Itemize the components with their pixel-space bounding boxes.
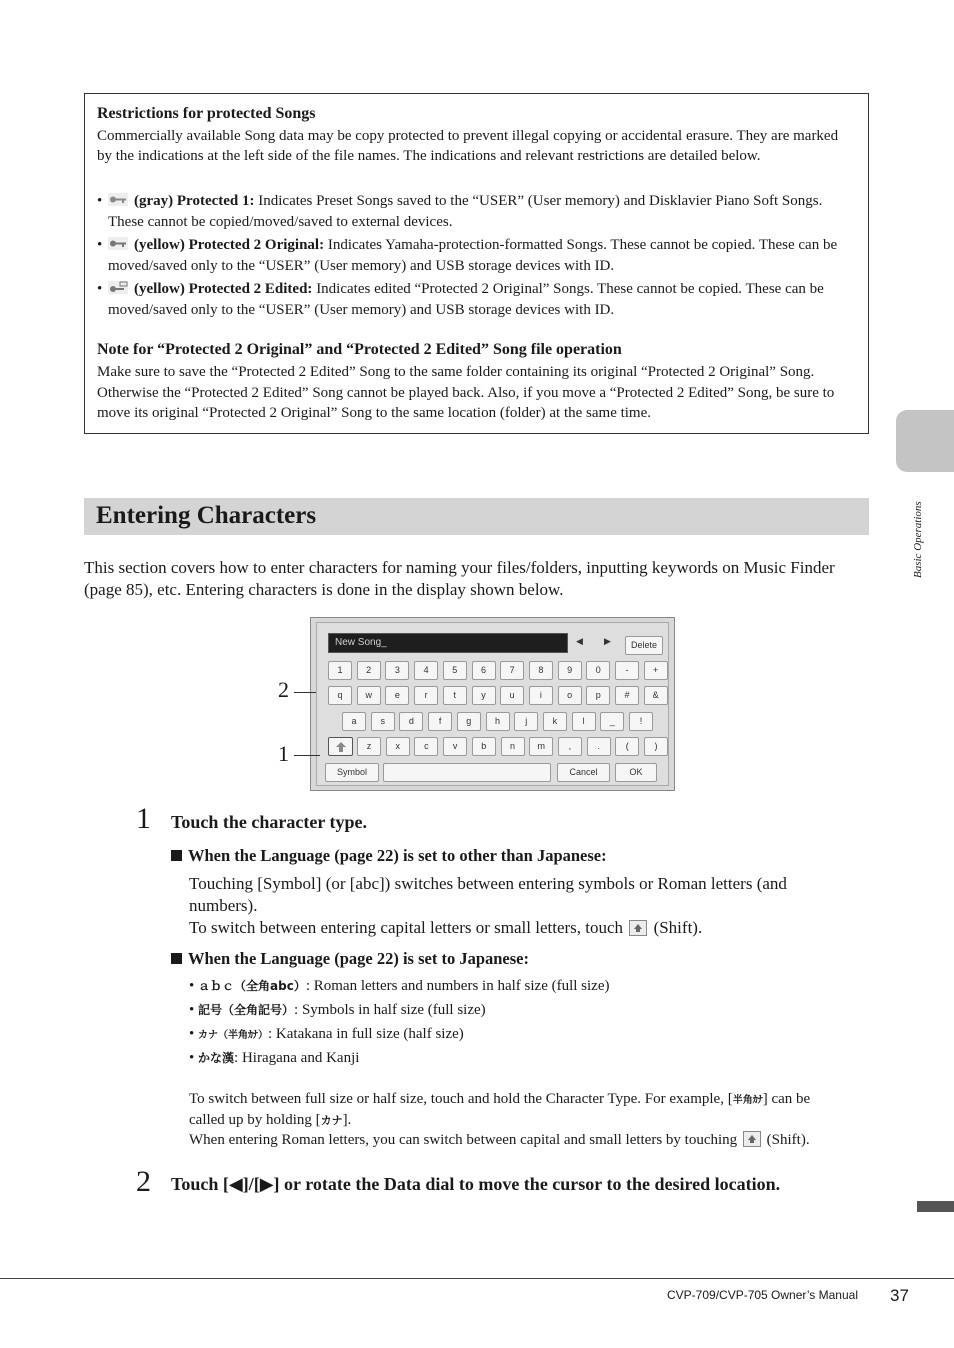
step-1-number: 1 (136, 802, 151, 835)
restriction-label-2: (yellow) Protected 2 Original: (134, 237, 325, 253)
restriction-label-1: (gray) Protected 1: (134, 193, 255, 209)
key-row2-8[interactable]: o (558, 686, 582, 705)
key-row1-6[interactable]: 7 (500, 661, 524, 680)
subhead-non-japanese: When the Language (page 22) is set to other than Japanese: (171, 846, 607, 866)
name-field[interactable]: New Song_ (328, 633, 568, 653)
character-entry-display (310, 617, 675, 791)
key-row4-9[interactable]: ( (615, 737, 639, 756)
key-row4-4[interactable]: b (472, 737, 496, 756)
key-row4-7[interactable]: , (558, 737, 582, 756)
callout-1: 1 (278, 741, 289, 766)
key-row3-1[interactable]: s (371, 712, 395, 731)
key-row4-8[interactable]: . (587, 737, 611, 756)
shift-text: To switch between entering capital letters or small letters, touch (Shift). (189, 918, 703, 937)
key-row1-3[interactable]: 4 (414, 661, 438, 680)
key-row3-7[interactable]: k (543, 712, 567, 731)
key-row2-10[interactable]: # (615, 686, 639, 705)
symbol-toggle-text: Touching [Symbol] (or [abc]) switches between entering symbols or Roman letters (and numbers). (189, 874, 787, 915)
jp-item-4: • かな漢: Hiragana and Kanji (189, 1050, 360, 1066)
jp-item-3: • カナ（半角ｶﾅ）: Katakana in full size (half size) (189, 1026, 464, 1042)
key-row2-1[interactable]: w (357, 686, 381, 705)
key-row1-9[interactable]: 0 (586, 661, 610, 680)
key-row4-2[interactable]: c (414, 737, 438, 756)
restrictions-box (84, 93, 869, 434)
key-row4-3[interactable]: v (443, 737, 467, 756)
key-row4-0[interactable]: z (357, 737, 381, 756)
key-yellow-icon (108, 237, 128, 250)
key-row1-2[interactable]: 3 (385, 661, 409, 680)
step-1-title: Touch the character type. (171, 812, 367, 832)
step-2-number: 2 (136, 1165, 151, 1198)
jp-item-1: • ａｂｃ（全角abc）: Roman letters and numbers in half size (full size) (189, 978, 610, 994)
key-row1-7[interactable]: 8 (529, 661, 553, 680)
space-bar[interactable] (383, 763, 551, 782)
jp-item-2: • 記号（全角記号）: Symbols in half size (full size) (189, 1002, 486, 1018)
footer-rule (0, 1278, 954, 1279)
key-row2-0[interactable]: q (328, 686, 352, 705)
subhead-japanese: When the Language (page 22) is set to Japanese: (171, 949, 529, 969)
key-row4-10[interactable]: ) (644, 737, 668, 756)
key-row4-1[interactable]: x (386, 737, 410, 756)
key-row2-4[interactable]: t (443, 686, 467, 705)
section-title: Entering Characters (96, 502, 317, 529)
key-row1-1[interactable]: 2 (357, 661, 381, 680)
key-row1-4[interactable]: 5 (443, 661, 467, 680)
callout-2: 2 (278, 677, 289, 702)
key-row1-10[interactable]: - (615, 661, 639, 680)
restrictions-intro: Commercially available Song data may be copy protected to prevent illegal copying or accidental erasure. They are marked by the indications at the left side of the file names. The indications and relevant restrictions are detailed below. (97, 128, 839, 164)
chapter-label: Basic Operations (912, 501, 924, 578)
key-row4-6[interactable]: m (529, 737, 553, 756)
key-row3-4[interactable]: g (457, 712, 481, 731)
cursor-right-button[interactable]: ▶ (604, 637, 611, 647)
key-row1-8[interactable]: 9 (558, 661, 582, 680)
shift-icon (629, 920, 647, 936)
step-2-title: Touch [◀]/[▶] or rotate the Data dial to move the cursor to the desired location. (171, 1174, 781, 1194)
key-row1-5[interactable]: 6 (472, 661, 496, 680)
ok-button[interactable]: OK (615, 763, 657, 782)
key-row3-6[interactable]: j (514, 712, 538, 731)
key-gray-icon (108, 193, 128, 206)
key-row1-0[interactable]: 1 (328, 661, 352, 680)
switch-size-line-2: called up by holding [カナ]. (189, 1112, 352, 1128)
key-row2-9[interactable]: p (586, 686, 610, 705)
square-bullet-icon (171, 953, 182, 964)
callout-1-line (294, 755, 320, 756)
footer-model: CVP-709/CVP-705 Owner’s Manual (667, 1288, 858, 1302)
key-row2-3[interactable]: r (414, 686, 438, 705)
key-row3-3[interactable]: f (428, 712, 452, 731)
key-row2-11[interactable]: & (644, 686, 668, 705)
restriction-item-2 (97, 235, 854, 276)
edge-mark (917, 1201, 954, 1212)
symbol-button[interactable]: Symbol (325, 763, 379, 782)
key-row4-5[interactable]: n (501, 737, 525, 756)
shift-key[interactable] (328, 737, 353, 756)
shift-icon (335, 741, 347, 753)
key-row2-6[interactable]: u (500, 686, 524, 705)
square-bullet-icon (171, 850, 182, 861)
keyboard-panel (316, 622, 669, 786)
restriction-item-1 (97, 191, 854, 232)
key-row2-5[interactable]: y (472, 686, 496, 705)
key-row2-7[interactable]: i (529, 686, 553, 705)
key-row2-2[interactable]: e (385, 686, 409, 705)
key-row3-8[interactable]: l (572, 712, 596, 731)
switch-case-line: When entering Roman letters, you can switch between capital and small letters by touching (Shift). (189, 1132, 810, 1148)
note-text: Make sure to save the “Protected 2 Edited” Song to the same folder containing its original “Protected 2 Original” Song. Otherwise the “Protected 2 Edited” Song cannot be played back. Also, if you move a “Protected 2 Edited” Song, be sure to move its original “Protected 2 Original” Song to the same location (folder) at the same time. (97, 364, 835, 421)
key-row3-9[interactable]: _ (600, 712, 624, 731)
callout-2-line (294, 692, 316, 693)
restriction-text-2: Indicates Yamaha-protection-formatted Songs. These cannot be copied. These can be moved/saved only to the “USER” (User memory) and USB storage devices with ID. (108, 237, 838, 274)
key-row3-0[interactable]: a (342, 712, 366, 731)
cancel-button[interactable]: Cancel (557, 763, 610, 782)
cursor-left-button[interactable]: ◀ (576, 637, 583, 647)
restriction-label-3: (yellow) Protected 2 Edited: (134, 281, 313, 297)
key-row3-5[interactable]: h (486, 712, 510, 731)
shift-icon (743, 1131, 761, 1147)
delete-button[interactable]: Delete (625, 636, 663, 655)
restriction-text-3: Indicates edited “Protected 2 Original” Songs. These cannot be copied. These can be moved/saved only to the “USER” (User memory) and USB storage devices with ID. (108, 281, 824, 318)
switch-size-line-1: To switch between full size or half size, touch and hold the Character Type. For example, [半角ｶﾅ] can be (189, 1091, 811, 1107)
key-row3-2[interactable]: d (399, 712, 423, 731)
restrictions-title: Restrictions for protected Songs (97, 105, 316, 122)
page-number: 37 (890, 1286, 909, 1305)
key-row3-10[interactable]: ! (629, 712, 653, 731)
key-edited-icon (108, 281, 128, 294)
restriction-item-3 (97, 279, 854, 320)
chapter-tab (896, 410, 954, 472)
key-row1-11[interactable]: + (644, 661, 668, 680)
restriction-text-1: Indicates Preset Songs saved to the “USER” (User memory) and Disklavier Piano Soft Songs. These cannot be copied/moved/saved to external devices. (108, 193, 823, 230)
note-title: Note for “Protected 2 Original” and “Protected 2 Edited” Song file operation (97, 341, 622, 358)
intro-text: This section covers how to enter characters for naming your files/folders, inputting keywords on Music Finder (page 85), etc. Entering characters is done in the display shown below. (84, 558, 835, 599)
